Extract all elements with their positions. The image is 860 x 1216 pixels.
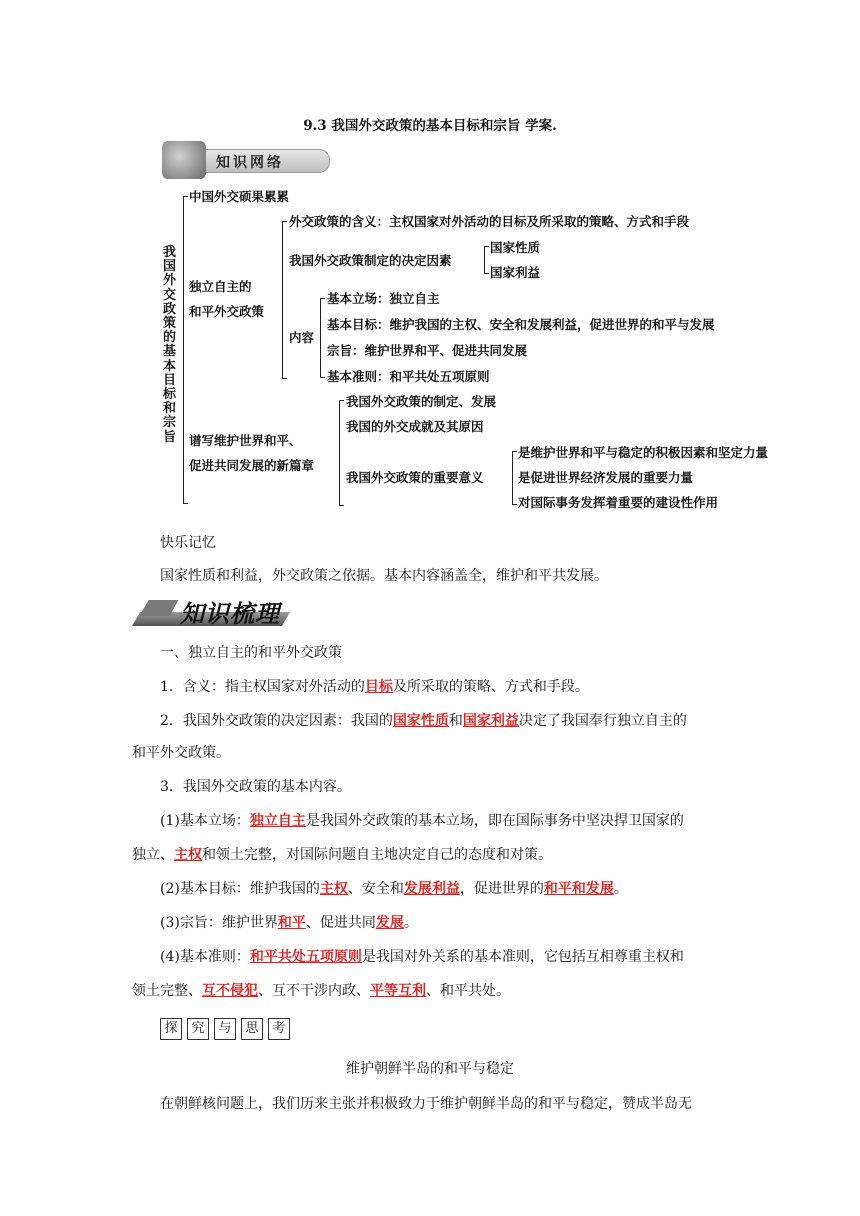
knowledge-sort-banner bbox=[136, 594, 296, 630]
section-heading: 一、独立自主的和平外交政策 bbox=[160, 645, 342, 661]
answer-independence: 独立自主 bbox=[249, 813, 306, 829]
mindmap-node-sig-2: 是促进世界经济发展的重要力量 bbox=[518, 470, 694, 485]
mindmap-node-interest: 国家利益 bbox=[490, 265, 541, 280]
answer-national-interest: 国家利益 bbox=[462, 713, 519, 729]
text: (4)基本准则： bbox=[160, 949, 250, 965]
text: 和领土完整，对国际问题自主地决定自己的态度和对策。 bbox=[202, 847, 552, 863]
mindmap-branch-3-line2: 促进共同发展的新篇章 bbox=[189, 458, 315, 473]
text: 。 bbox=[613, 881, 628, 897]
answer-peace-development: 和平和发展 bbox=[543, 881, 614, 897]
text: 、促进共同 bbox=[305, 915, 376, 931]
explore-box: 考 bbox=[268, 1018, 290, 1040]
mindmap-bracket-2 bbox=[282, 221, 283, 379]
paragraph-stance-cont bbox=[132, 844, 552, 864]
memory-text: 国家性质和利益，外交政策之依据。基本内容涵盖全，维护和平共发展。 bbox=[160, 568, 608, 584]
mindmap-node-stance: 基本立场：独立自主 bbox=[327, 291, 440, 306]
mindmap-branch-2-line2: 和平外交政策 bbox=[189, 304, 265, 319]
text: (1)基本立场： bbox=[160, 813, 250, 829]
mindmap-branch-3-line1: 谱写维护世界和平、 bbox=[189, 433, 302, 448]
text: 1．含义：指主权国家对外活动的 bbox=[160, 679, 365, 695]
answer-development: 发展 bbox=[375, 915, 404, 931]
mindmap-node-goal: 基本目标：维护我国的主权、安全和发展利益，促进世界的和平与发展 bbox=[327, 317, 715, 332]
mindmap-node-formulation: 我国外交政策的制定、发展 bbox=[346, 394, 497, 409]
text: (2)基本目标：维护我国的 bbox=[160, 881, 320, 897]
mindmap-node-significance: 我国外交政策的重要意义 bbox=[346, 470, 484, 485]
explore-box: 与 bbox=[214, 1018, 236, 1040]
answer-national-nature: 国家性质 bbox=[392, 713, 449, 729]
answer-equality-benefit: 平等互利 bbox=[370, 983, 426, 999]
mindmap-branch-1: 中国外交硕果累累 bbox=[189, 189, 290, 204]
explore-subtitle: 维护朝鲜半岛的和平与稳定 bbox=[346, 1061, 514, 1077]
text: 决定了我国奉行独立自主的 bbox=[518, 713, 687, 729]
mindmap-node-nature: 国家性质 bbox=[490, 240, 541, 255]
mindmap-node-achievements: 我国的外交成就及其原因 bbox=[346, 419, 484, 434]
paragraph-goal bbox=[160, 878, 628, 898]
mindmap-branch-2-line1: 独立自主的 bbox=[189, 279, 252, 294]
text: 是我国对外关系的基本准则，它包括互相尊重主权和 bbox=[361, 949, 684, 965]
banner-label: 知识网络 bbox=[216, 155, 284, 171]
text: (3)宗旨：维护世界 bbox=[160, 915, 278, 931]
answer-peace: 和平 bbox=[277, 915, 306, 931]
mindmap-root: 我国外交政策的基本目标和宗旨 bbox=[163, 245, 177, 445]
paragraph-purpose bbox=[160, 912, 418, 932]
explore-box: 思 bbox=[241, 1018, 263, 1040]
paragraph-principle bbox=[160, 946, 684, 966]
text: 独立、 bbox=[132, 847, 174, 863]
banner-emblem-icon bbox=[162, 141, 206, 179]
text: 及所采取的策略、方式和手段。 bbox=[392, 679, 589, 695]
explore-box: 探 bbox=[160, 1018, 182, 1040]
explore-text: 在朝鲜核问题上，我们历来主张并积极致力于维护朝鲜半岛的和平与稳定，赞成半岛无 bbox=[160, 1096, 692, 1112]
answer-target: 目标 bbox=[364, 679, 393, 695]
text: 是我国外交政策的基本立场，即在国际事务中坚决捍卫国家的 bbox=[305, 813, 684, 829]
text: 、互不干涉内政、 bbox=[258, 983, 370, 999]
explore-think-boxes bbox=[160, 1018, 290, 1040]
answer-non-aggression: 互不侵犯 bbox=[202, 983, 258, 999]
mindmap-bracket-significance bbox=[512, 451, 513, 505]
mindmap-node-sig-1: 是维护世界和平与稳定的积极因素和坚定力量 bbox=[518, 445, 769, 460]
text: 、安全和 bbox=[347, 881, 404, 897]
explore-box: 究 bbox=[187, 1018, 209, 1040]
document-title: 9.3 我国外交政策的基本目标和宗旨 学案. bbox=[303, 118, 557, 134]
mindmap-node-sig-3: 对国际事务发挥着重要的建设性作用 bbox=[518, 495, 719, 510]
paragraph-definition bbox=[160, 676, 589, 696]
mindmap-bracket-content bbox=[320, 298, 321, 378]
text: 2．我国外交政策的决定因素：我国的 bbox=[160, 713, 393, 729]
paragraph-factors-cont: 和平外交政策。 bbox=[132, 745, 230, 761]
memory-heading: 快乐记忆 bbox=[160, 535, 216, 551]
paragraph-content-heading: 3．我国外交政策的基本内容。 bbox=[160, 779, 351, 795]
paragraph-stance bbox=[160, 810, 684, 830]
mindmap-node-principle: 基本准则：和平共处五项原则 bbox=[327, 369, 490, 384]
answer-sovereignty-2: 主权 bbox=[319, 881, 348, 897]
answer-sovereignty: 主权 bbox=[174, 847, 202, 863]
mindmap-node-content: 内容 bbox=[289, 330, 315, 345]
mindmap-bracket-factors bbox=[484, 246, 485, 274]
answer-development-interest: 发展利益 bbox=[403, 881, 460, 897]
mindmap-node-definition: 外交政策的含义：主权国家对外活动的目标及所采取的策略、方式和手段 bbox=[289, 214, 690, 229]
text: 和 bbox=[448, 713, 463, 729]
mindmap-bracket-3 bbox=[339, 400, 340, 506]
knowledge-network-banner bbox=[160, 141, 328, 181]
mindmap-node-factors: 我国外交政策制定的决定因素 bbox=[289, 253, 452, 268]
banner-label: 知识梳理 bbox=[180, 599, 280, 628]
text: 。 bbox=[403, 915, 418, 931]
text: 领土完整、 bbox=[132, 983, 202, 999]
mindmap-bracket-root bbox=[183, 196, 184, 504]
text: 、和平共处。 bbox=[426, 983, 510, 999]
answer-five-principles: 和平共处五项原则 bbox=[249, 949, 362, 965]
mindmap-node-purpose: 宗旨：维护世界和平、促进共同发展 bbox=[327, 343, 528, 358]
paragraph-principle-cont bbox=[132, 980, 510, 1000]
paragraph-factors bbox=[160, 710, 687, 730]
text: ，促进世界的 bbox=[459, 881, 544, 897]
